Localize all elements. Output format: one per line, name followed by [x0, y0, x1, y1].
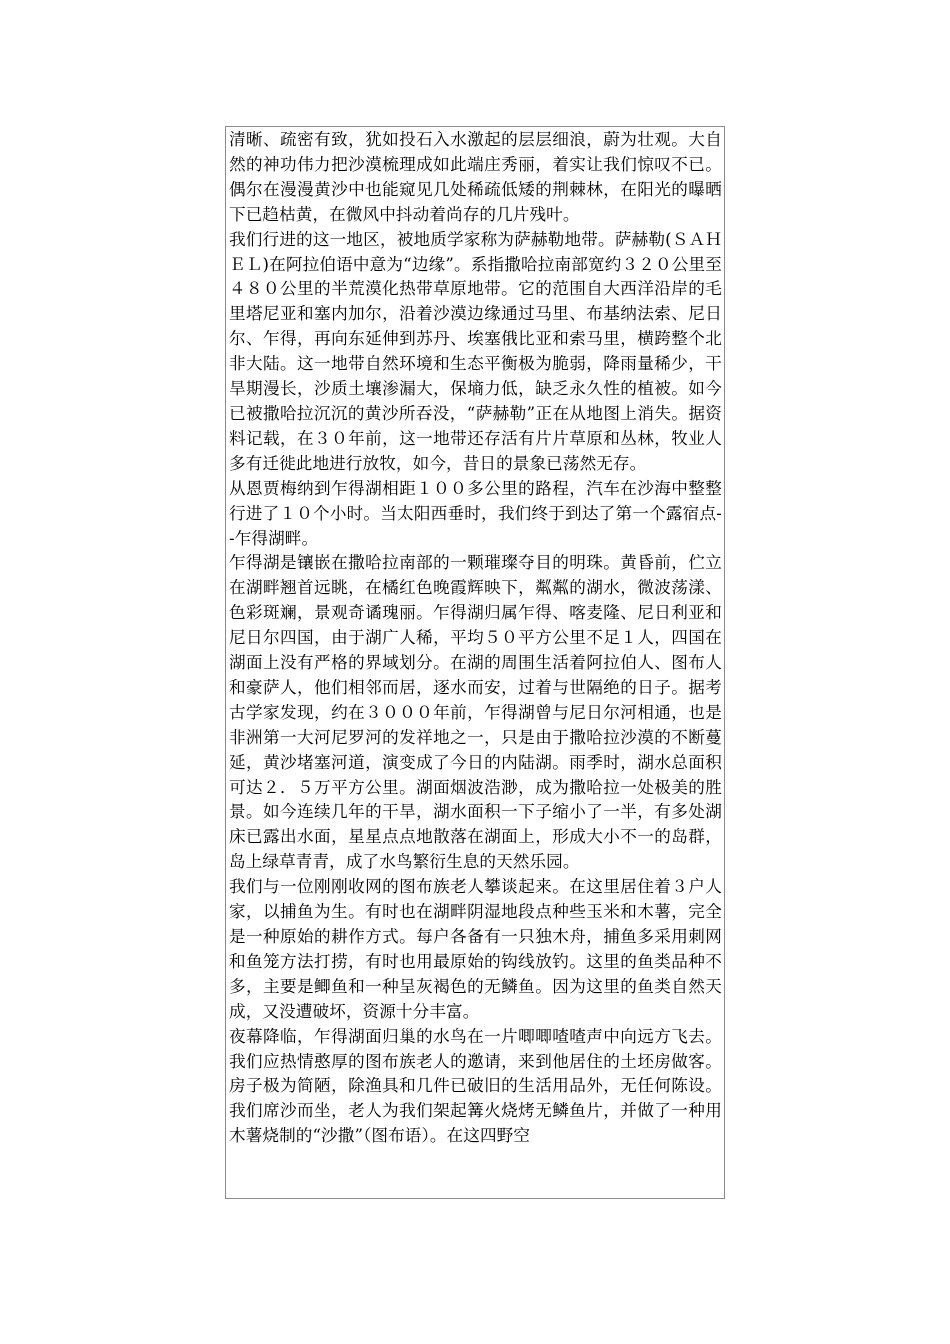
paragraph-fisherman: 我们与一位刚刚收网的图布族老人攀谈起来。在这里居住着３户人家，以捕鱼为生。有时也在湖畔阴湿地段点种些玉米和木薯，完全是一种原始的耕作方式。每户各备有一只独木舟，捕鱼多采用刺网和鱼笼方法打捞，有时也用最原始的钩线放钓。这里的鱼类品种不多，主要是鲫鱼和一种呈灰褐色的无鳞鱼。因为这里的鱼类自然天成，又没遭破坏，资源十分丰富。 — [229, 877, 722, 1021]
paragraph-desert-ripples: 清晰、疏密有致，犹如投石入水激起的层层细浪，蔚为壮观。大自然的神功伟力把沙漠梳理成如此端庄秀丽，着实让我们惊叹不已。偶尔在漫漫黄沙中也能窥见几处稀疏低矮的荆棘林，在阳光的曝晒下已趋枯黄，在微风中抖动着尚存的几片残叶。 — [229, 130, 722, 224]
paragraph-route-to-lake-chad: 从恩贾梅纳到乍得湖相距１００多公里的路程，汽车在沙海中整整行进了１０个小时。当太阳西垂时，我们终于到达了第一个露宿点--乍得湖畔。 — [229, 478, 722, 548]
paragraph-sahel-region: 我们行进的这一地区，被地质学家称为萨赫勒地带。萨赫勒(ＳＡＨＥＬ)在阿拉伯语中意为“边缘”。系指撒哈拉南部宽约３２０公里至４８０公里的半荒漠化热带草原地带。它的范围自大西洋沿岸的毛里塔尼亚和塞内加尔，沿着沙漠边缘通过马里、布基纳法索、尼日尔、乍得，再向东延伸到苏丹、埃塞俄比亚和索马里，横跨整个北非大陆。这一地带自然环境和生态平衡极为脆弱，降雨量稀少，干旱期漫长，沙质土壤渗漏大，保墒力低，缺乏永久性的植被。如今已被撒哈拉沉沉的黄沙所吞没，“萨赫勒”正在从地图上消失。据资料记载，在３０年前，这一地带还存活有片片草原和丛林，牧业人多有迁徙此地进行放牧，如今，昔日的景象已荡然无存。 — [229, 229, 722, 473]
article-text-box — [225, 126, 725, 1199]
paragraph-nightfall: 夜幕降临，乍得湖面归巢的水鸟在一片唧唧喳喳声中向远方飞去。我们应热情憨厚的图布族老人的邀请，来到他居住的土坯房做客。房子极为简陋，除渔具和几件已破旧的生活用品外，无任何陈设。我们席沙而坐，老人为我们架起篝火烧烤无鳞鱼片，并做了一种用木薯烧制的“沙撒”（图布语）。在这四野空 — [229, 1026, 722, 1146]
paragraph-lake-chad: 乍得湖是镶嵌在撒哈拉南部的一颗璀璨夺目的明珠。黄昏前，伫立在湖畔翘首远眺，在橘红色晚霞辉映下，粼粼的湖水，微波荡漾、色彩斑斓，景观奇谲瑰丽。乍得湖归属乍得、喀麦隆、尼日利亚和尼日尔四国，由于湖广人稀，平均５０平方公里不足１人，四国在湖面上没有严格的界域划分。在湖的周围生活着阿拉伯人、图布人和豪萨人，他们相邻而居，逐水而安，过着与世隔绝的日子。据考古学家发现，约在３０００年前，乍得湖曾与尼日尔河相通，也是非洲第一大河尼罗河的发祥地之一，只是由于撒哈拉沙漠的不断蔓延，黄沙堵塞河道，演变成了今日的内陆湖。雨季时，湖水总面积可达２．５万平方公里。湖面烟波浩渺，成为撒哈拉一处极美的胜景。如今连续几年的干旱，湖水面积一下子缩小了一半，有多处湖床已露出水面，星星点点地散落在湖面上，形成大小不一的岛群，岛上绿草青青，成了水鸟繁衍生息的天然乐园。 — [229, 553, 722, 872]
